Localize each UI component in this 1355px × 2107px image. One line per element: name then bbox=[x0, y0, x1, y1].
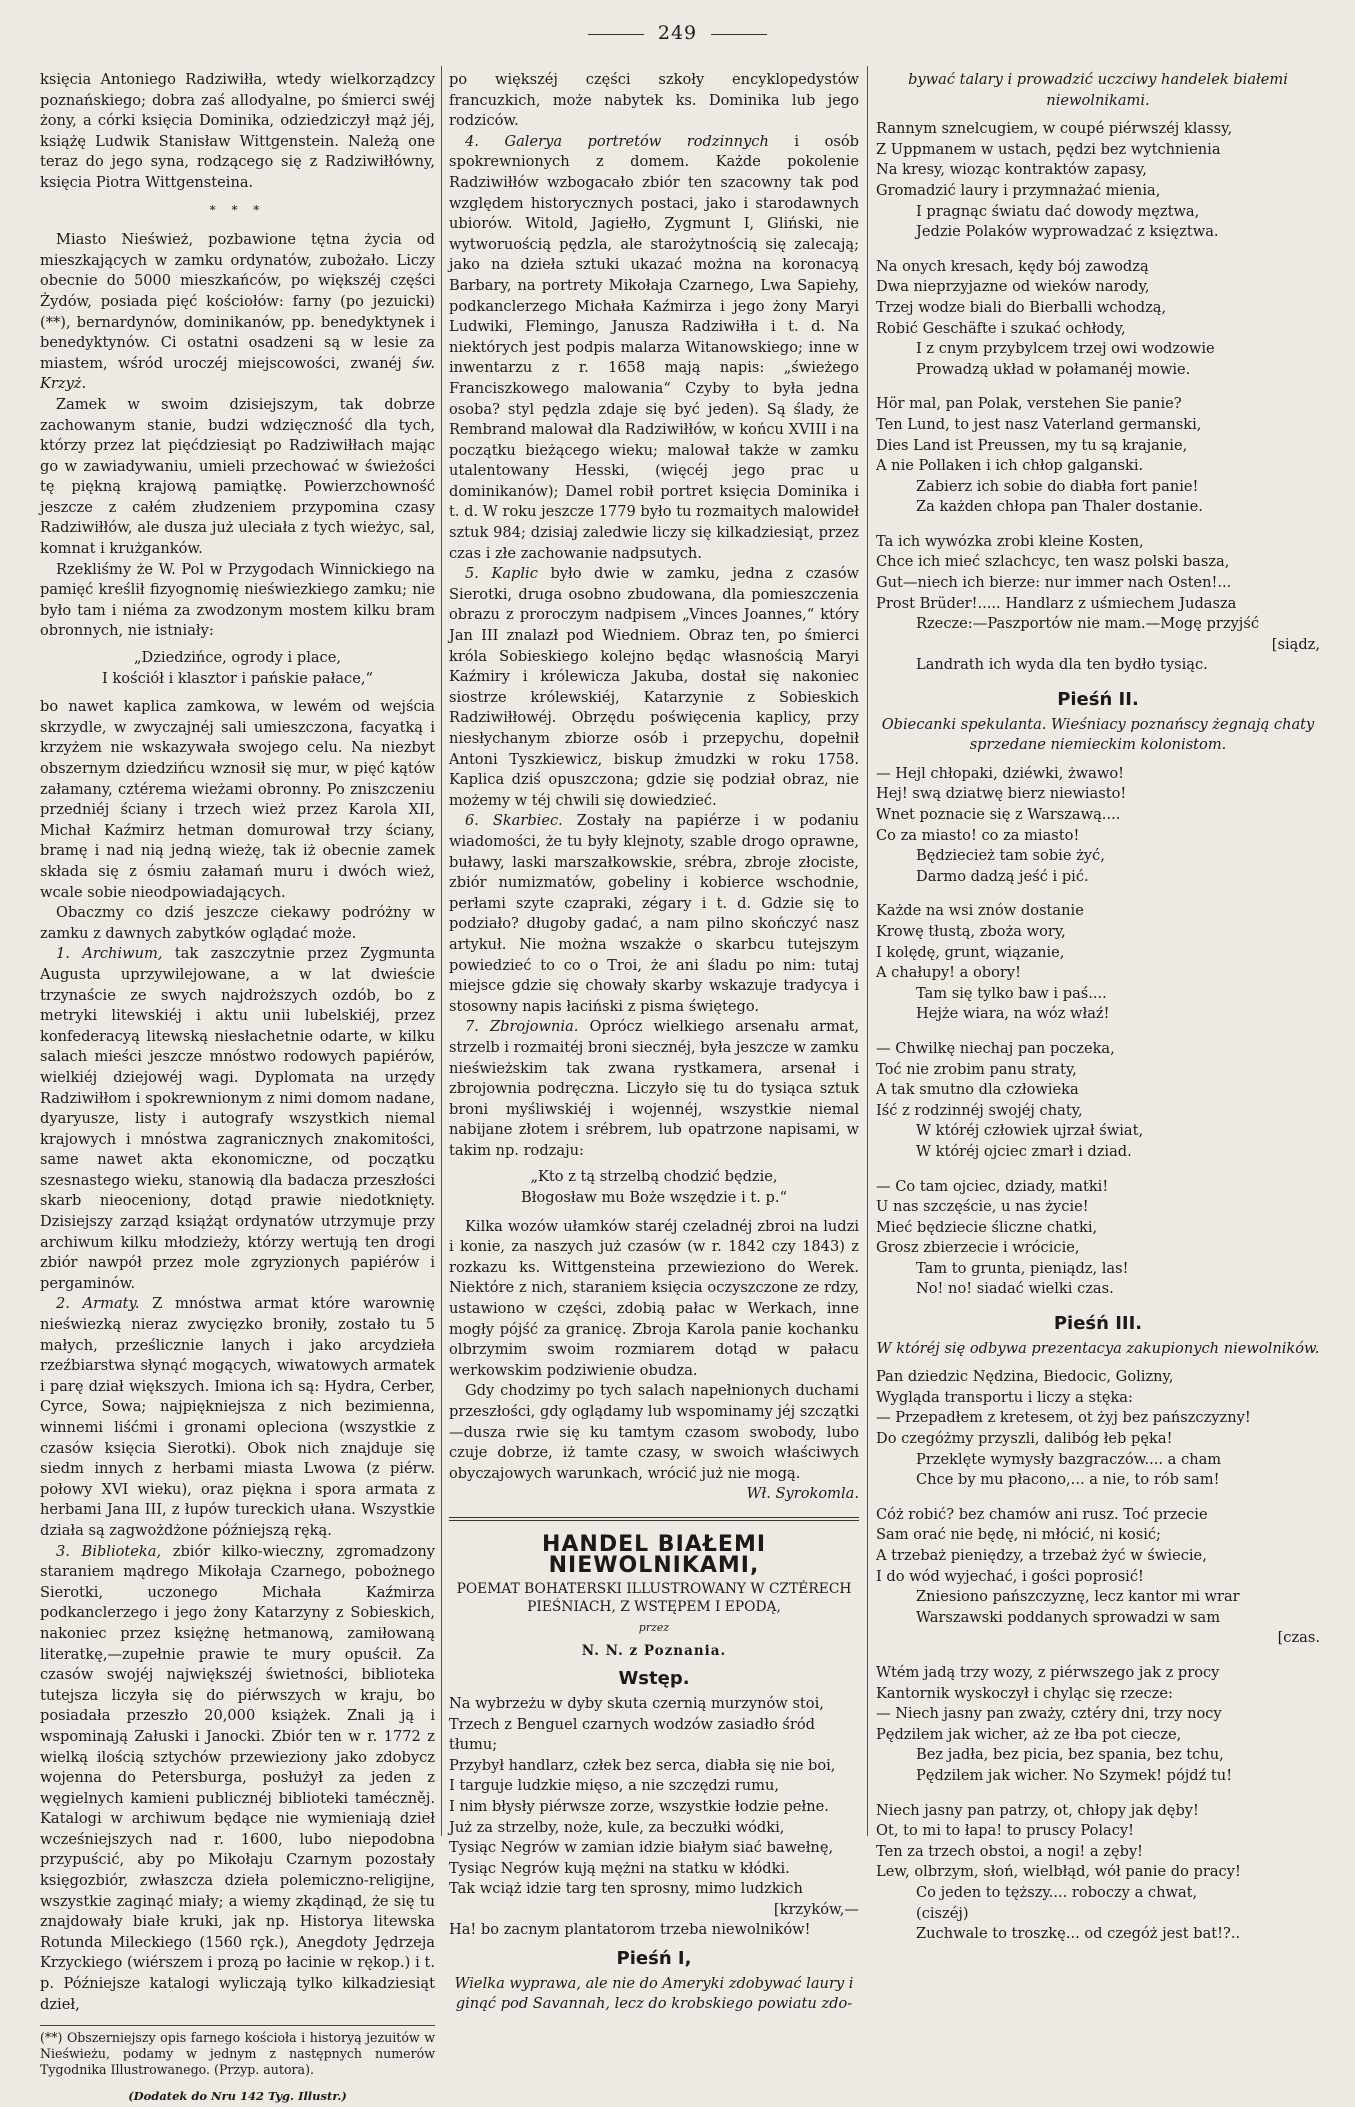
verse-line: Za każden chłopa pan Thaler dostanie. bbox=[916, 498, 1203, 516]
verse-line: I targuje ludzkie mięso, a nie szczędzi rumu, bbox=[449, 1777, 780, 1795]
verse-quote bbox=[40, 648, 435, 689]
verse-line: Z Uppmanem w ustach, pędzi bez wytchnienia bbox=[876, 140, 1221, 158]
poem-stanzas bbox=[876, 1367, 1320, 1944]
verse-line: No! no! siadać wielki czas. bbox=[916, 1280, 1114, 1298]
quote-line: I kościół i klasztor i pańskie pałace,“ bbox=[102, 669, 373, 687]
verse-line: Co za miasto! co za miasto! bbox=[876, 826, 1080, 844]
verse-line: Rannym sznelcugiem, w coupé piérwszéj klassy, bbox=[876, 120, 1233, 138]
verse-line: Wygląda transportu i liczy a stęka: bbox=[876, 1388, 1133, 1406]
paragraph bbox=[40, 1294, 435, 1541]
verse-line: — Niech jasny pan zważy, cztéry dni, trzy nocy bbox=[876, 1705, 1222, 1723]
paragraph-text: Oprócz wielkiego arsenału armat, strzelb i rozmaitéj broni siecznéj, była jeszcze w zamku nieświeżskim tak zwana rystkamera, arsenał i zbrojownia podręczna. Liczyło się tu do tysiąca sztuk broni myśliwskiéj i wojennéj, wszystkie niemal nabijane złotem i srébrem, lub opatrzone napisami, w takim np. rodzaju: bbox=[449, 1018, 859, 1159]
paragraph bbox=[40, 1542, 435, 2016]
paragraph: Rzekliśmy że W. Pol w Przygodach Winnickiego na pamięć kreślił fizyognomię nieświezkiego zamku; nie było tam i niéma za zwodzonym mostem kilku bram obronnych, nie istniały: bbox=[40, 560, 435, 640]
verse-line: Sam orać nie będę, ni młócić, ni kosić; bbox=[876, 1526, 1161, 1544]
column-rule-left bbox=[441, 66, 442, 1836]
song-argument: bywać talary i prowadzić uczciwy handelek białemi niewolnikami. bbox=[908, 71, 1288, 109]
verse-line: Na kresy, wioząc kontraktów zapasy, bbox=[876, 161, 1147, 179]
verse-line: — Chwilkę niechaj pan poczeka, bbox=[876, 1039, 1115, 1057]
stanza bbox=[876, 119, 1320, 243]
verse-line: [siądz, bbox=[1271, 635, 1320, 653]
item-label: 2. Armaty. bbox=[56, 1295, 140, 1313]
verse-quote bbox=[449, 1167, 859, 1208]
paragraph: po większéj części szkoły encyklopedystów francuzkich, może nabytek ks. Dominika lub jego rodziców. bbox=[449, 71, 859, 130]
section-separator: * * * bbox=[209, 202, 266, 217]
paragraph bbox=[449, 811, 859, 1017]
verse-line: Kantornik wyskoczył i chyląc się rzecze: bbox=[876, 1684, 1173, 1702]
paragraph-text: zbiór kilko-wieczny, zgromadzony staraniem mądrego Mikołaja Czarnego, pobożnego Sierotki, uczonego Michała Kaźmirza podkanclerzego i jego żony Katarzyny z Sobieskich, nakoniec przez księżnę hetmanową, zamiłowaną literatkę,—zupełnie prawie te mury opuścił. Za czasów swojéj największéj świetności, biblioteka tutejsza liczyła się do piérwszych w kraju, bo posiadała przeszło 20,000 książek. Znali ją i wspominają Załuski i Janocki. Zbiór ten w r. 1772 z wielką ilością sztychów przewieziony jako zdobycz wojenna do Petersburga, posłużył za jeden z węgielnych kamieni publicznéj biblioteki taméczněj. Katalogi w archiwum będące nie wymieniają dzieł wcześniejszych nad r. 1600, lubo niepodobna przypuścić, aby po Mikołaju Czarnym pozostały księgozbiór, zwłaszcza dzieła polemiczno-religijne, wszystkie zaginąć miały; a wiemy zkądinąd, że się tu znajdowały białe kruki, jak np. Historya litewska Rotunda Mileckiego (1560 rçk.), Anegdoty Jędrzeja Krzyckiego (wiérszem i prozą po łacinie w rękop.) i t. p. Późniejsze katalogi wyliczają tylko kilkadziesiąt dzieł, bbox=[40, 1542, 436, 2013]
paragraph-text: Z mnóstwa armat które warownię nieświezką nieraz zwycięzko broniły, zostało tu 5 małych, prześlicznie lanych i jako arcydzieła rzeźbiarstwa słynąć mogących, wiwatowych armatek i parę dział większych. Imiona ich są: Hydra, Cerber, Cyrce, Sowa; najpiękniejsza z nich bezimienna, winnemi liśćmi i gronami opleciona (wszystkie z czasów księcia Sierotki). Obok nich znajduje się siedm innych z herbami miasta Lwowa (z piérw. połowy XVI wieku), oraz piękna i spora armata z herbami Jana III, z łupów tureckich ułana. Wszystkie działa są zagwożdżone późniejszą ręką. bbox=[40, 1295, 435, 1539]
place-name: św. Krzyż. bbox=[40, 354, 436, 393]
verse-line: Prost Brüder!..... Handlarz z uśmiechem Judasza bbox=[876, 594, 1237, 612]
verse-line: Przeklęte wymysły bazgraczów.... a cham bbox=[916, 1450, 1222, 1468]
paragraph-text: tak zaszczytnie przez Zygmunta Augusta uprzywilejowane, a w lat dwieście trzynaście ze swych najdroższych ozdób, bo z metryki litewskiéj i aktu unii lubelskiéj, przez konfederacyą litewską niesłachetnie odarte, w kilku salach mieści jeszcze mnóstwo rodowych papiérów, wielkiéj dziejowéj wagi. Dyplomata na urzędy Radziwiłłom i spokrewnionym z nimi domom nadane, dyaryusze, listy i autografy wszystkich niemal krajowych i mnóstwa zagranicznych znakomitości, same nawet akta ekonomiczne, od początku szesnastego wieku, stanowią dla badacza przeszłości skarb nieoceniony, dotąd prawie niedotknięty. Dzisiejszy zarząd książąt ordynatów utrzymuje przy archiwum kilku młodzieży, którzy wertują ten drogi zbiór nawpół przez mole zgryzionych papiérów i pergaminów. bbox=[40, 945, 436, 1292]
column-3 bbox=[876, 70, 1320, 1943]
stanza bbox=[876, 532, 1320, 676]
item-label: 1. Archiwum, bbox=[56, 945, 163, 963]
paragraph: Gdy chodzimy po tych salach napełnionych duchami przeszłości, gdy oglądamy lub wspominamy jéj szczątki—dusza rwie się ku tamtym czasom swobody, lubo czuje dobrze, iż tamte czasy, w swoich właściwych obyczajowych warunkach, wrócić już nie mogą. bbox=[449, 1382, 859, 1482]
verse-line: Cóż robić? bez chamów ani rusz. Toć przecie bbox=[876, 1505, 1208, 1523]
section-title: Pieśń I, bbox=[616, 1948, 692, 1970]
verse-line: Już za strzelby, noże, kule, za beczułki wódki, bbox=[449, 1818, 785, 1836]
paragraph: Kilka wozów ułamków staréj czeladnéj zbroi na ludzi i konie, za naszych już czasów (w r. 1842 czy 1843) z rozkazu ks. Wittgensteina przewieziono do Werek. Niektóre z nich, staraniem księcia oczyszczone ze rdzy, ustawiono w części, zdobią pałac w Werkach, inne mogły pójść za granicę. Zbroja Karola panie kochanku olbrzymim swoim rozmiarem dotąd w pałacu werkowskim podziwienie obudza. bbox=[449, 1217, 859, 1379]
verse-line: Jedzie Polaków wyprowadzać z księztwa. bbox=[916, 223, 1219, 241]
item-label: 5. Kaplic bbox=[465, 565, 538, 583]
verse-line: Tam się tylko baw i paś.... bbox=[916, 984, 1107, 1002]
section-title: Wstęp. bbox=[618, 1668, 690, 1690]
paragraph bbox=[40, 230, 435, 395]
verse-line: (ciszéj) bbox=[916, 1904, 969, 1922]
verse-line: Robić Geschäfte i szukać ochłody, bbox=[876, 319, 1126, 337]
section-title: Pieśń II. bbox=[1057, 689, 1139, 711]
verse-line: Landrath ich wyda dla ten bydło tysiąc. bbox=[916, 656, 1208, 674]
poem-stanzas bbox=[876, 764, 1320, 1300]
byline-prefix: przez bbox=[638, 1621, 670, 1635]
verse-line: Wtém jadą trzy wozy, z piérwszego jak z procy bbox=[876, 1663, 1220, 1681]
verse-line: Chce ich mieć szlachcyc, ten wasz polski basza, bbox=[876, 553, 1230, 571]
song-argument: Wielka wyprawa, ale nie do Ameryki zdobywać laury i ginąć pod Savannah, lecz do krobskiego powiatu zdo- bbox=[454, 1974, 854, 2013]
stanza bbox=[876, 257, 1320, 381]
verse-line: W któréj człowiek ujrzał świat, bbox=[916, 1122, 1144, 1140]
verse-line: Wnet poznacie się z Warszawą.... bbox=[876, 806, 1121, 823]
quote-line: Błogosław mu Boże wszędzie i t. p.“ bbox=[521, 1189, 787, 1207]
paragraph: Zamek w swoim dzisiejszym, tak dobrze zachowanym stanie, budzi wdzięczność dla tych, którzy przez lat pięćdziesiąt po Radziwiłłach mając go w zawiadywaniu, umieli przechować w świeżości tę piękną krajową pamiątkę. Powierzchowność jeszcze z całém złudzeniem przypomina czasy Radziwiłłów, ale dusza już uleciała z tych wieżyc, sal, komnat i krużganków. bbox=[40, 395, 435, 558]
column-2 bbox=[449, 70, 860, 2013]
item-label: 7. Zbrojownia. bbox=[465, 1018, 579, 1036]
verse-line: Hej! swą dziatwę bierz niewiasto! bbox=[876, 785, 1127, 803]
verse-line: Zabierz ich sobie do diabła fort panie! bbox=[916, 477, 1199, 495]
paragraph bbox=[449, 1017, 859, 1161]
quote-line: „Kto z tą strzelbą chodzić będzie, bbox=[530, 1168, 778, 1186]
verse-line: Co jeden to tęższy.... roboczy a chwat, bbox=[916, 1883, 1198, 1901]
verse-line: Ot, to mi to łapa! to pruscy Polacy! bbox=[876, 1822, 1135, 1840]
verse-line: Krowę tłustą, zboża wory, bbox=[876, 922, 1066, 940]
paragraph bbox=[40, 944, 435, 1294]
stanza bbox=[876, 764, 1320, 888]
poem-intro bbox=[449, 1694, 859, 1941]
section-title: Pieśń III. bbox=[1053, 1313, 1143, 1335]
verse-line: I z cnym przybylcem trzej owi wodzowie bbox=[916, 340, 1215, 358]
paragraph: księcia Antoniego Radziwiłła, wtedy wielkorządzcy poznańskiego; dobra zaś allodyalne, po śmierci swéj żony, a córki księcia Dominika, odziedziczył mąż jéj, książę Ludwik Stanisław Wittgenstein. Należą one teraz do jego syna, rodzącego się z Radziwiłłówny, księcia Piotra Wittgensteina. bbox=[40, 71, 435, 191]
verse-line: [krzyków,— bbox=[773, 1900, 859, 1918]
verse-line: Ten za trzech obstoi, a nogi! a zęby! bbox=[876, 1842, 1144, 1860]
verse-line: I kolędę, grunt, wiązanie, bbox=[876, 943, 1065, 961]
verse-line: Gromadzić laury i przymnażać mienia, bbox=[876, 181, 1161, 199]
item-label: 4. Galerya portretów rodzinnych bbox=[465, 132, 769, 150]
verse-line: — Hejl chłopaki, dziéwki, żwawo! bbox=[876, 764, 1124, 782]
page-number-text: 249 bbox=[657, 22, 698, 44]
verse-line: Ha! bo zacnym plantatorom trzeba niewolników! bbox=[449, 1921, 811, 1939]
verse-line: Pędzilem jak wicher. No Szymek! pójdź tu! bbox=[916, 1766, 1233, 1784]
paragraph: bo nawet kaplica zamkowa, w lewém od wejścia skrzydle, w zwyczajnéj sali umieszczona, facyatką i krzyżem nie wskazywała swojego celu. Na niezbyt obszernym dziedzińcu wznosił się mur, w pięć kątów załamany, cztérema wieżami obronny. Po zniszczeniu przedniéj ściany i trzech wież przez Karola XII, Michał Kaźmirz hetman domurował trzy ściany, bramę i nad nią jedną wieżę, tak iż obecnie zamek składa się z ósmiu załamań muru i dwóch wież, wcale sobie nieodpowiadających. bbox=[40, 698, 435, 901]
footnote: (**) Obszerniejszy opis farnego kościoła i historyą jezuitów w Nieświeżu, podamy w jednym z następnych numerów Tygodnika Illustrowanego. (Przyp. autora). bbox=[40, 2025, 435, 2078]
verse-line: Hör mal, pan Polak, verstehen Sie panie? bbox=[876, 395, 1182, 413]
song-argument: Obiecanki spekulanta. Wieśniacy poznańscy żegnają chaty sprzedane niemieckim kolonistom. bbox=[881, 715, 1315, 754]
paragraph: Obaczmy co dziś jeszcze ciekawy podróżny w zamku z dawnych zabytków oglądać może. bbox=[40, 904, 435, 942]
verse-line: Lew, olbrzym, słoń, wielbłąd, wół panie do pracy! bbox=[876, 1863, 1241, 1881]
verse-line: Zuchwale to troszkę... od czegóż jest bat!?.. bbox=[916, 1925, 1241, 1943]
paragraph-text: Zostały na papiérze i w podaniu wiadomości, że tu były klejnoty, szable drogo oprawne, buławy, laski marszałkowskie, srébra, zbroje złociste, zbiór numizmatów, gobeliny i kobierce wschodnie, perłami szyte czapraki, zégary i t. d. Gdzie się to podziało? długoby gadać, a nam pilno skończyć nasz artykuł. Nie można wszakże o skarbcu tutejszym powiedzieć to co o Troi, że ani śladu po nim: tutaj miejsce gdzie się chowały skarby wskazuje tradycya i stosowny napis łaciński z pisma świętego. bbox=[449, 812, 860, 1015]
supplement-note: (Dodatek do Nru 142 Tyg. Illustr.) bbox=[128, 2089, 347, 2104]
stanza bbox=[876, 1801, 1320, 1945]
verse-line: Ta ich wywózka zrobi kleine Kosten, bbox=[876, 532, 1144, 550]
paragraph-text: Miasto Nieśwież, pozbawione tętna życia od mieszkających w zamku ordynatów, zubożało. Liczy obecnie do 5000 mieszkańców, po większéj części Żydów, posiada pięć kościołów: farny (po jezuicki)(**), bernardynów, dominikanów, pp. benedyktynek i benedyktynów. Ci ostatni osadzeni są w lesie za miastem, wśród uroczéj miejscowości, zwanéj bbox=[40, 231, 435, 372]
verse-line: [czas. bbox=[1277, 1629, 1320, 1647]
verse-line: Niech jasny pan patrzy, ot, chłopy jak dęby! bbox=[876, 1801, 1199, 1819]
verse-line: Tysiąc Negrów w zamian idzie białym siać bawełnę, bbox=[449, 1839, 834, 1857]
song-argument: W któréj się odbywa prezentacya zakupionych niewolników. bbox=[876, 1339, 1320, 1357]
stanza bbox=[876, 1177, 1320, 1301]
verse-line: Do czegóżmy przyszli, dalibóg łeb pęka! bbox=[876, 1430, 1173, 1448]
verse-line: I nim błysły piérwsze zorze, wszystkie łodzie pełne. bbox=[449, 1797, 829, 1815]
item-label: 6. Skarbiec. bbox=[465, 812, 563, 830]
verse-line: Grosz zbierzecie i wrócicie, bbox=[876, 1239, 1080, 1257]
stanza bbox=[876, 1367, 1320, 1491]
verse-line: Trzech z Benguel czarnych wodzów zasiadło śród tłumu; bbox=[449, 1715, 815, 1754]
stanza bbox=[876, 1663, 1320, 1787]
verse-line: Dwa nieprzyjazne od wieków narody, bbox=[876, 278, 1150, 296]
verse-line: Darmo dadzą jeść i pić. bbox=[916, 867, 1089, 885]
verse-line: Mieć będziecie śliczne chatki, bbox=[876, 1218, 1098, 1236]
verse-line: Gut—niech ich bierze: nur immer nach Osten!... bbox=[876, 574, 1232, 592]
verse-line: Zniesiono pańszczyznę, lecz kantor mi wrar bbox=[916, 1588, 1240, 1606]
verse-line: I do wód wyjechać, i gości poprosić! bbox=[876, 1567, 1144, 1585]
verse-line: Dies Land ist Preussen, my tu są krajanie, bbox=[876, 436, 1188, 454]
paragraph bbox=[449, 132, 859, 564]
paragraph-text: było dwie w zamku, jedna z czasów Sierotki, druga osobno zbudowana, dla pomieszczenia obrazu z proroczym nadpisem „Vinces Joannes,“ który Jan III znalazł pod Wiedniem. Obraz ten, po śmierci króla Sobieskiego kolejno będąc własnością Maryi Kaźmiry i królewicza Jakuba, dostał się nakoniec siostrze królewskiéj, Katarzynie z Sobieskich Radziwiłłowéj. Obrzędu poświęcenia kaplicy, przy niesłychanym zbiorze osób i przepychu, dopełnił Antoni Tyszkiewicz, biskup żmudzki w roku 1758. Kaplica dziś opuszczona; gdzie się podział obraz, nie możemy w téj chwili się dowiedzieć. bbox=[449, 565, 859, 809]
verse-line: Toć nie zrobim panu straty, bbox=[876, 1060, 1077, 1078]
verse-line: Będziecież tam sobie żyć, bbox=[916, 847, 1105, 865]
verse-line: Przybył handlarz, człek bez serca, diabła się nie boi, bbox=[449, 1756, 836, 1774]
column-rule-right bbox=[867, 66, 868, 1836]
verse-line: Rzecze:—Paszportów nie mam.—Mogę przyjść bbox=[916, 615, 1259, 633]
stanza bbox=[876, 1505, 1320, 1649]
verse-line: W któréj ojciec zmarł i dziad. bbox=[916, 1142, 1132, 1160]
verse-line: Warszawski poddanych sprowadzi w sam bbox=[916, 1608, 1221, 1626]
stanza bbox=[876, 1039, 1320, 1163]
verse-line: — Przepadłem z kretesem, ot żyj bez pańszczyzny! bbox=[876, 1409, 1251, 1427]
verse-line: Hejże wiara, na wóz właź! bbox=[916, 1005, 1110, 1023]
verse-line: Na wybrzeżu w dyby skuta czernią murzynów stoi, bbox=[449, 1694, 824, 1712]
verse-line: A trzebaż pieniędzy, a trzebaż żyć w świecie, bbox=[876, 1547, 1207, 1564]
verse-line: A nie Pollaken i ich chłop galganski. bbox=[876, 457, 1144, 475]
verse-line: Iść z rodzinnéj swojéj chaty, bbox=[876, 1101, 1083, 1119]
verse-line: Prowadzą układ w połamanéj mowie. bbox=[916, 360, 1191, 378]
poem-stanzas bbox=[876, 119, 1320, 676]
verse-line: Tak wciąż idzie targ ten sprosny, mimo ludzkich bbox=[449, 1880, 803, 1898]
verse-line: — Co tam ojciec, dziady, matki! bbox=[876, 1177, 1109, 1195]
stanza bbox=[876, 901, 1320, 1025]
verse-line: Pędzilem jak wicher, aż ze łba pot ciecze, bbox=[876, 1725, 1182, 1743]
verse-line: Każde na wsi znów dostanie bbox=[876, 902, 1084, 920]
article-subtitle: POEMAT BOHATERSKI ILLUSTROWANY W CZTÉRECH PIEŚNIACH, Z WSTĘPEM I EPODĄ, bbox=[456, 1581, 852, 1616]
column-1 bbox=[40, 70, 436, 2104]
verse-line: Bez jadła, bez picia, bez spania, bez tchu, bbox=[916, 1746, 1224, 1764]
verse-line: Tysiąc Negrów kują mężni na statku w kłódki. bbox=[449, 1859, 790, 1877]
author-signature: Wł. Syrokomla. bbox=[746, 1485, 859, 1503]
verse-line: Ten Lund, to jest nasz Vaterland germanski, bbox=[876, 415, 1202, 433]
verse-line: Tam to grunta, pieniądz, las! bbox=[916, 1259, 1129, 1277]
stanza bbox=[876, 394, 1320, 518]
verse-line: Na onych kresach, kędy bój zawodzą bbox=[876, 257, 1149, 275]
verse-line: Pan dziedzic Nędzina, Biedocic, Golizny, bbox=[876, 1368, 1174, 1386]
paragraph-text: i osób spokrewnionych z domem. Każde pokolenie Radziwiłłów wzbogacało zbiór ten szacowny tak pod względem historycznych postaci, jako i starodawnych ubiorów. Witold, Jagiełło, Zygmunt I, Gliński, nie wytworuością pędzla, ale starożytnością się zalecają; jako na dzieła sztuki ukazać można na koronacyą Barbary, na portrety Mikołaja Czarnego, Lwa Sapiehy, podkanclerzego Michała Kaźmirza i jego żony Maryi Ludwiki, Flemingo, Janusza Radziwiłła i t. d. Na niektórych jest podpis malarza Witanowskiego; inne w inwentarzu z r. 1658 mają napis: „świeżego Franciszkowego malowania“ Czyby to była jedna osoba? styl pędzla zdaje się być jeden). Są ślady, że Rembrand malował dla Radziwiłłów, w końcu XVIII i na początku bieżącego wieku; malował także w zamku utalentowany Hesski, (więcéj jego prac u dominikanów); Damel robił portret księcia Dominika i t. d. W roku jeszcze 1779 było tu rozmaitych malowideł sztuk 984; dzisiaj zaledwie liczy się kilkadziesiąt, przez czas i złe zachowanie nadpsutych. bbox=[449, 132, 859, 562]
double-rule bbox=[449, 1517, 859, 1521]
verse-line: Trzej wodze biali do Bierballi wchodzą, bbox=[876, 298, 1167, 316]
article-author: N. N. z Poznania. bbox=[581, 1642, 727, 1659]
verse-line: A tak smutno dla człowieka bbox=[876, 1081, 1079, 1099]
verse-line: Chce by mu płacono,... a nie, to rób sam! bbox=[916, 1471, 1220, 1489]
verse-line: I pragnąc światu dać dowody męztwa, bbox=[916, 202, 1200, 220]
article-headline: HANDEL BIAŁEMI NIEWOLNIKAMI, bbox=[541, 1531, 767, 1578]
page-number bbox=[0, 22, 1355, 44]
quote-line: „Dziedzińce, ogrody i place, bbox=[133, 649, 342, 667]
verse-line: U nas szczęście, u nas życie! bbox=[876, 1198, 1089, 1216]
verse-line: A chałupy! a obory! bbox=[876, 964, 1022, 982]
item-label: 3. Biblioteka, bbox=[56, 1542, 162, 1560]
paragraph bbox=[449, 564, 859, 811]
